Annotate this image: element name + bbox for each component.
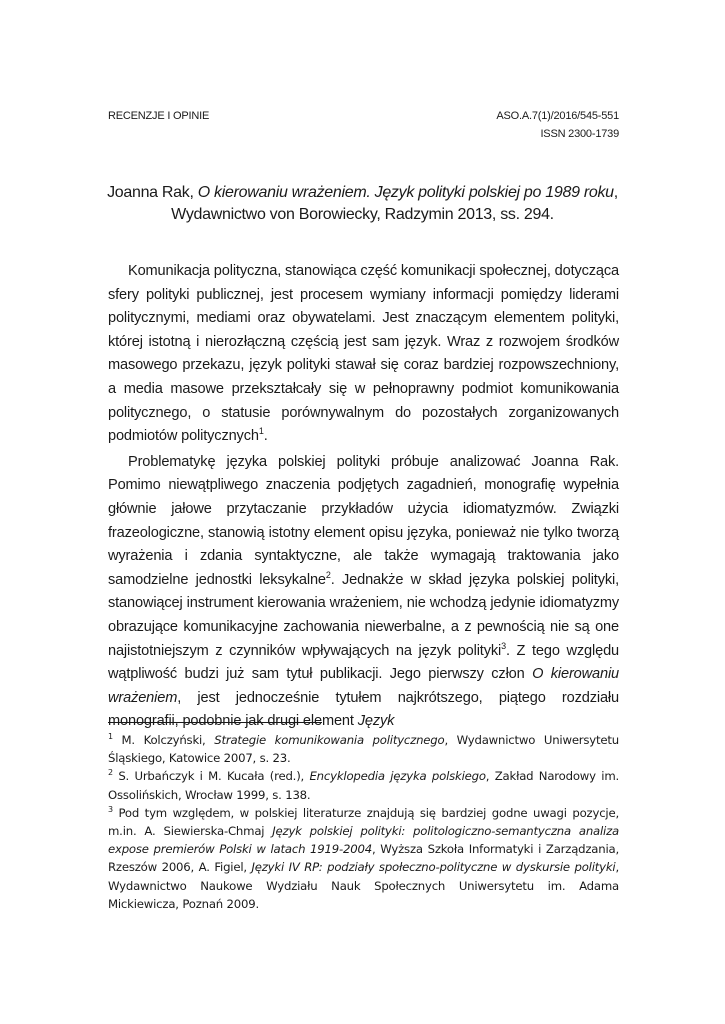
footnote-1: $^1$ M. Kolczyński, Strategie komunikowania politycznego, Wydawnictwo Uniwersytetu Śląskiego, Katowice 2007, s. 23.	[108, 732, 619, 766]
issn: ISSN 2300-1739	[540, 128, 619, 140]
review-title: Joanna Rak, O kierowaniu wrażeniem. Język polityki polskiej po 1989 roku, Wydawnictwo von Borowiecky, Radzymin 2013, ss. 294.	[107, 184, 618, 223]
review-body	[108, 260, 619, 734]
footnote-3: $^3$ Pod tym względem, w polskiej literaturze znajdują się bardziej godne uwagi pozycje, m.in. A. Siewierska-Chmaj Język polskiej polityki: politologiczno-semantyczna analiza expose premierów Polski w latach 1919-2004, Wyższa Szkoła Informatyki i Zarządzania, Rzeszów 2006, A. Figiel, Języki IV RP: podziały społeczno-polityczne w dyskursie polityki, Wydawnictwo Naukowe Wydziału Nauk Społecznych Uniwersytetu im. Adama Mickiewicza, Poznań 2009.	[108, 804, 620, 911]
footnote-2: $^2$ S. Urbańczyk i M. Kucała (red.), Encyklopedia języka polskiego, Zakład Narodowy im. Ossolińskich, Wrocław 1999, s. 138.	[108, 768, 620, 802]
book-publisher: Wydawnictwo von Borowiecky, Radzymin 2013, ss. 294.	[171, 206, 554, 223]
running-header-section: RECENZJE I OPINIE	[108, 110, 210, 122]
footnote-separator	[108, 722, 322, 723]
book-title: O kierowaniu wrażeniem. Język polityki polskiej po 1989 roku	[197, 184, 614, 201]
running-header-meta	[496, 107, 619, 143]
footnote-ref-2[interactable]: 2	[325, 569, 331, 580]
paragraph-2: Problematykę języka polskiej polityki próbuje analizować Joanna Rak. Pomimo niewątpliwego znaczenia podjętych zagadnień, monografię wypełnia głównie jałowe przytaczanie przykładów użycia idiomatyzmów. Związki frazeologiczne, stanowią istotny element opisu języka, ponieważ nie tylko tworzą wyrażenia i zdania syntaktyczne, ale także wymagają traktowania jako samodzielne jednostki leksykalne$^2$. Jednakże w skład języka polskiej polityki, stanowiącej instrument kierowania wrażeniem, nie wchodzą jedynie idiomatyzmy obrazujące komunikacyjne zachowania niewerbalne, a z pewnością nie są one najistotniejszym z czynników wpływających na język polityki$^3$. Z tego względu wątpliwość budzi już sam tytuł publikacji. Jego pierwszy człon O kierowaniu wrażeniem, jest jednocześnie tytułem najkrótszego, piątego rozdziału monografii, podobnie jak drugi element Język	[108, 453, 620, 730]
doi-reference: ASO.A.7(1)/2016/545-551	[496, 110, 619, 122]
footnote-ref-1[interactable]: 1	[258, 426, 264, 437]
footnotes	[108, 731, 619, 913]
footnote-ref-3[interactable]: 3	[501, 640, 506, 651]
paragraph-1: Komunikacja polityczna, stanowiąca część komunikacji społecznej, dotycząca sfery polityki publicznej, jest procesem wymiany informacji pomiędzy liderami politycznymi, mediami oraz obywatelami. Jest znaczącym elementem polityki, której istotną i nierozłączną częścią jest sam język. Wraz z rozwojem środków masowego przekazu, język polityki stawał się coraz bardziej rozpowszechniony, a media masowe przekształcały się w pełnoprawny podmiot komunikowania politycznego, o statusie porównywalnym do pozostałych zorganizowanych podmiotów politycznych$^1$.	[108, 263, 620, 445]
book-author: Joanna Rak,	[107, 184, 198, 201]
